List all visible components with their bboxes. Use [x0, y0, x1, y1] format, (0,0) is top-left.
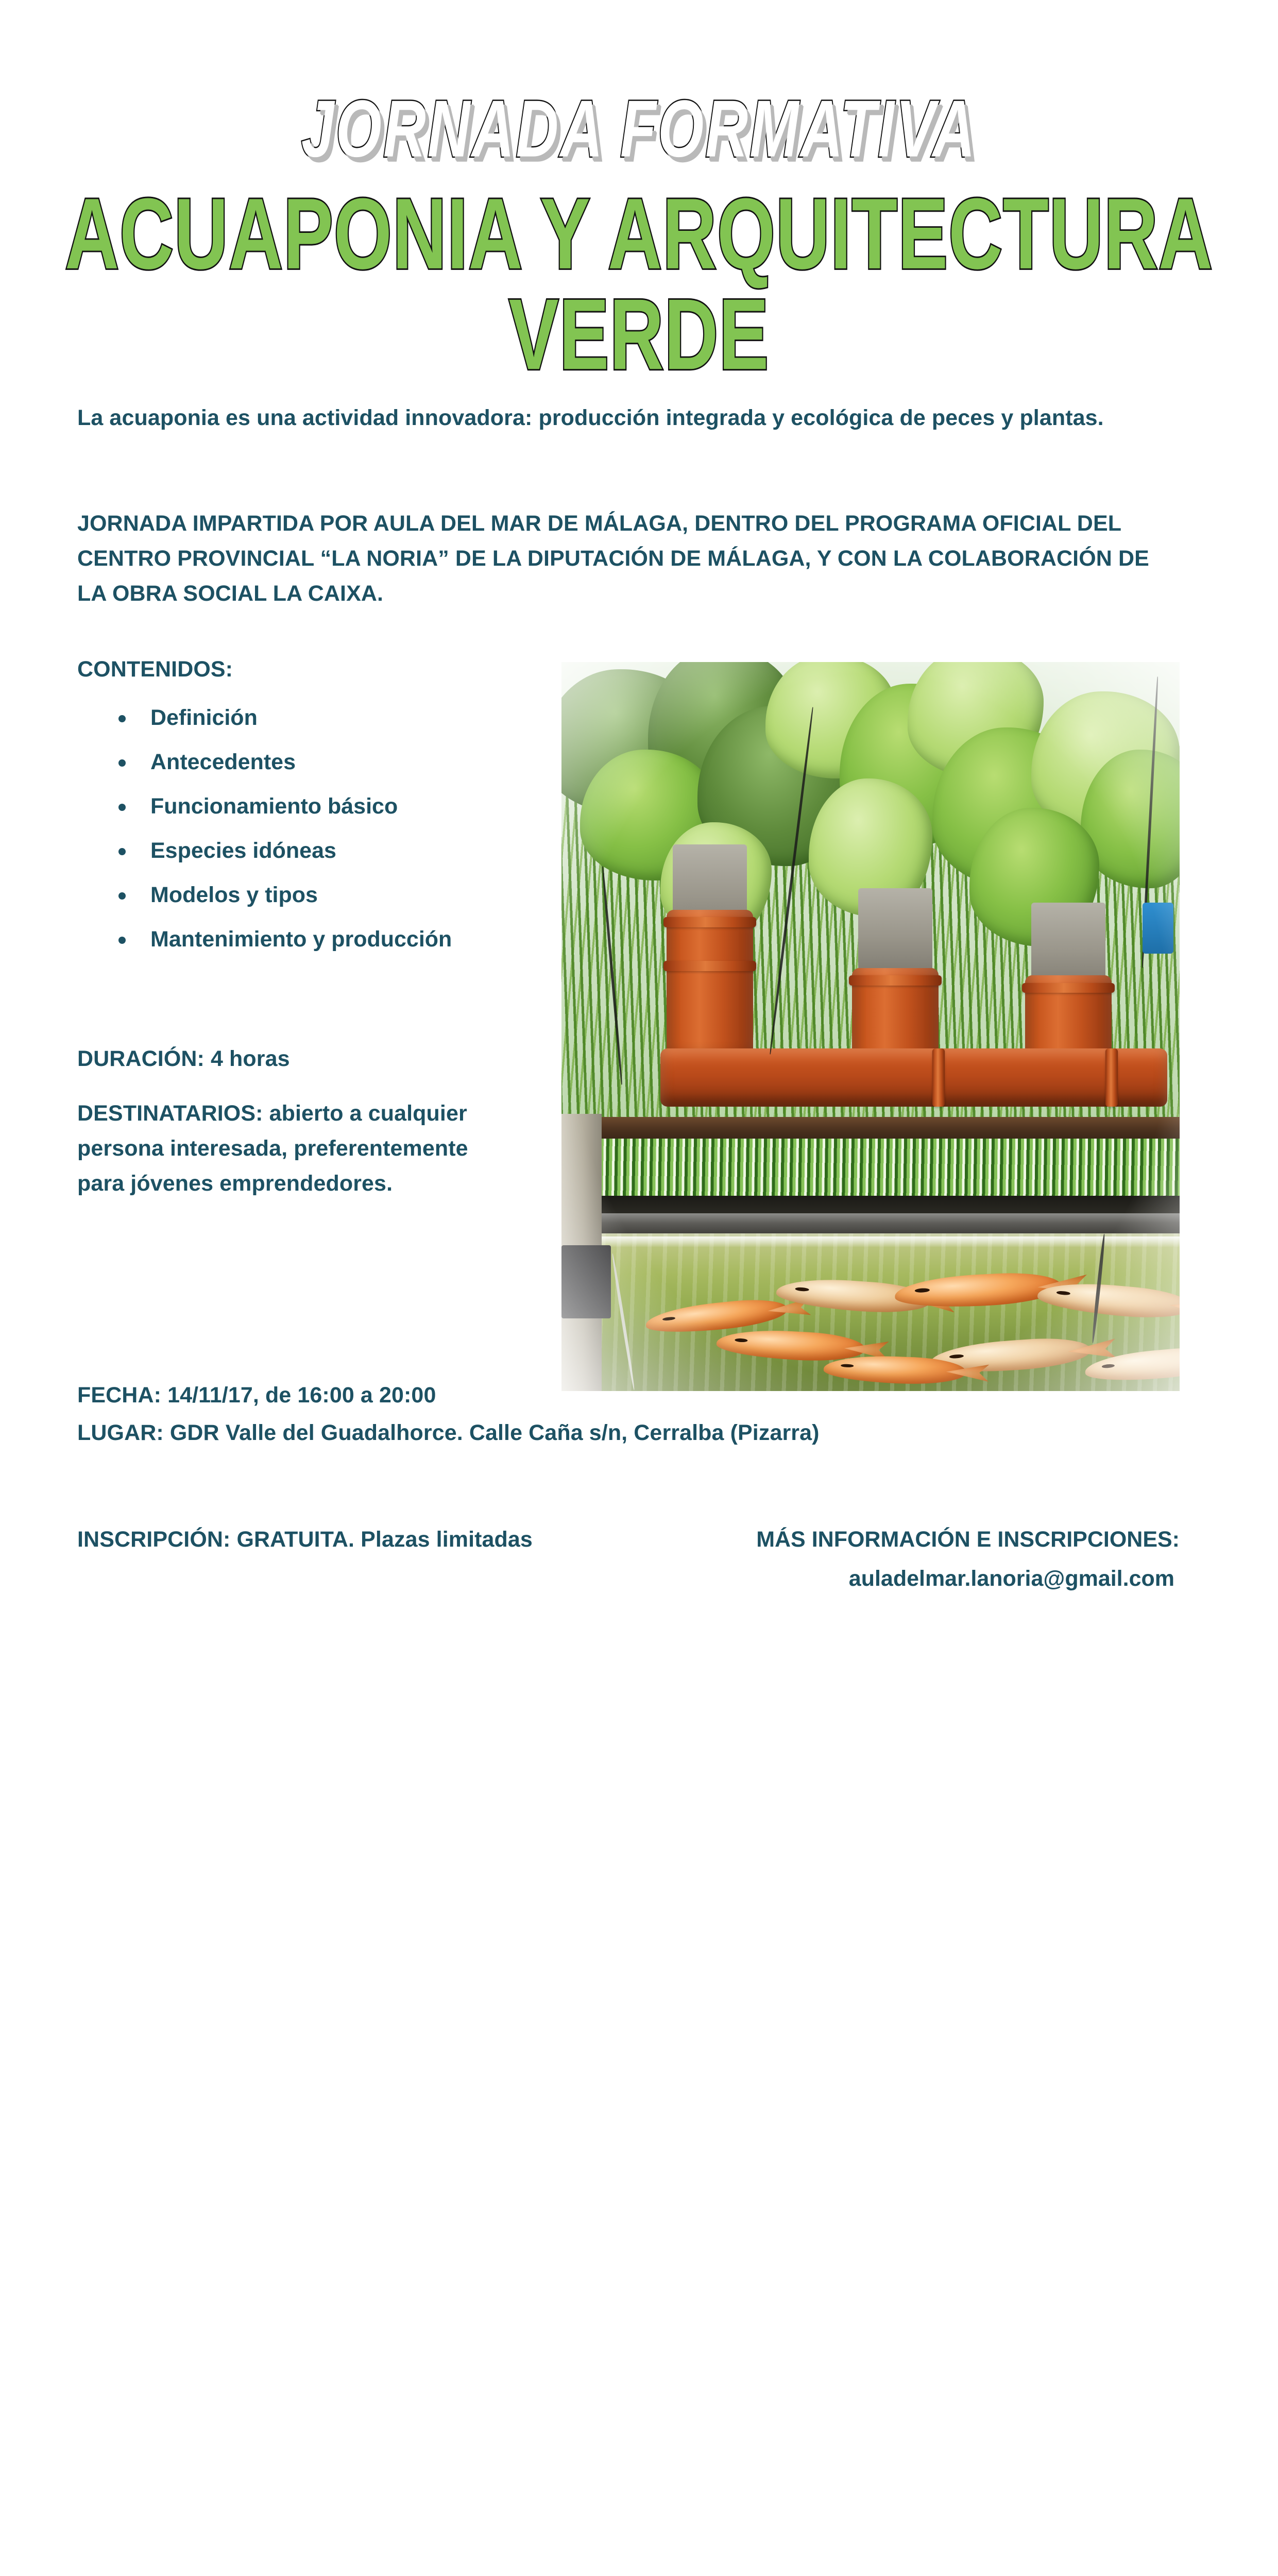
bullet-icon [118, 715, 126, 722]
photo-net-pot [858, 888, 932, 976]
organizer-paragraph: JORNADA IMPARTIDA POR AULA DEL MAR DE MÁLAGA, DENTRO DEL PROGRAMA OFICIAL DEL CENTRO PROVINCIAL “LA NORIA” DE LA DIPUTACIÓN DE MÁLAGA, Y CON LA COLABORACIÓN DE LA OBRA SOCIAL LA CAIXA. [77, 511, 1149, 606]
bullet-icon [118, 937, 126, 944]
list-item [77, 751, 592, 773]
photo-tank-rim [586, 1213, 1180, 1235]
photo-fish-eye [735, 1338, 748, 1342]
bullet-icon [118, 848, 126, 855]
page-title-text: ACUAPONIA Y ARQUITECTURA VERDE [65, 177, 1213, 391]
list-item-label: Modelos y tipos [150, 883, 318, 907]
list-item-label: Especies idóneas [150, 838, 336, 863]
list-item [77, 795, 592, 818]
aquaponics-photo [561, 662, 1180, 1391]
photo-fish-eye [841, 1364, 854, 1368]
photo-pipe-ring [932, 1048, 945, 1107]
page-title [0, 177, 1278, 391]
photo-waterline [586, 1236, 1180, 1247]
photo-blue-fitting [1143, 903, 1173, 954]
photo-pipe-ring [1022, 983, 1115, 993]
photo-fish-tank [586, 1233, 1180, 1391]
logo-row [0, 1623, 1278, 1798]
intro-paragraph: La acuaponia es una actividad innovadora: producción integrada y ecológica de peces y plantas. [77, 405, 1104, 430]
photo-dark-fixture [561, 1245, 611, 1318]
list-item-label: Mantenimiento y producción [150, 927, 452, 952]
photo-fish-eye [1101, 1363, 1114, 1368]
photo-pipe [667, 910, 753, 1063]
photo-fish-eye [949, 1354, 964, 1359]
photo-fish-eye [914, 1288, 929, 1293]
photo-bench [561, 1117, 1180, 1140]
contact-heading: MÁS INFORMACIÓN E INSCRIPCIONES: [756, 1527, 1180, 1552]
contents-label: CONTENIDOS: [77, 657, 233, 682]
photo-pipe-ring [663, 961, 756, 971]
list-item-label: Antecedentes [150, 750, 296, 774]
venue-text: LUGAR: GDR Valle del Guadalhorce. Calle Caña s/n, Cerralba (Pizarra) [77, 1420, 820, 1445]
list-item [77, 707, 592, 729]
photo-pipe-ring [663, 917, 756, 927]
bullet-icon [118, 804, 126, 811]
registration-text: INSCRIPCIÓN: GRATUITA. Plazas limitadas [77, 1527, 533, 1552]
list-item-label: Definición [150, 705, 258, 730]
photo-fish-eye [795, 1287, 809, 1292]
contact-email[interactable]: auladelmar.lanoria@gmail.com [848, 1566, 1174, 1591]
title-overline [0, 83, 1278, 174]
audience-text: DESTINATARIOS: abierto a cualquier persona interesada, preferentemente para jóvenes emprendedores. [77, 1101, 468, 1196]
photo-pipe-ring [1105, 1048, 1118, 1107]
list-item [77, 840, 592, 862]
title-overline-text: JORNADA FORMATIVA [301, 83, 977, 174]
photo-fish-eye [662, 1316, 675, 1321]
date-text: FECHA: 14/11/17, de 16:00 a 20:00 [77, 1383, 436, 1408]
photo-fish-eye [1056, 1291, 1070, 1296]
list-item-label: Funcionamiento básico [150, 794, 398, 819]
list-item [77, 884, 592, 906]
bullet-icon [118, 892, 126, 900]
photo-trough [586, 1196, 1180, 1215]
photo-manifold-pipe [660, 1048, 1167, 1107]
bullet-icon [118, 759, 126, 767]
list-item [77, 928, 592, 951]
contact-block [706, 1522, 1180, 1597]
duration-text: DURACIÓN: 4 horas [77, 1046, 290, 1071]
contents-list [77, 707, 592, 973]
photo-pipe-ring [849, 975, 942, 986]
